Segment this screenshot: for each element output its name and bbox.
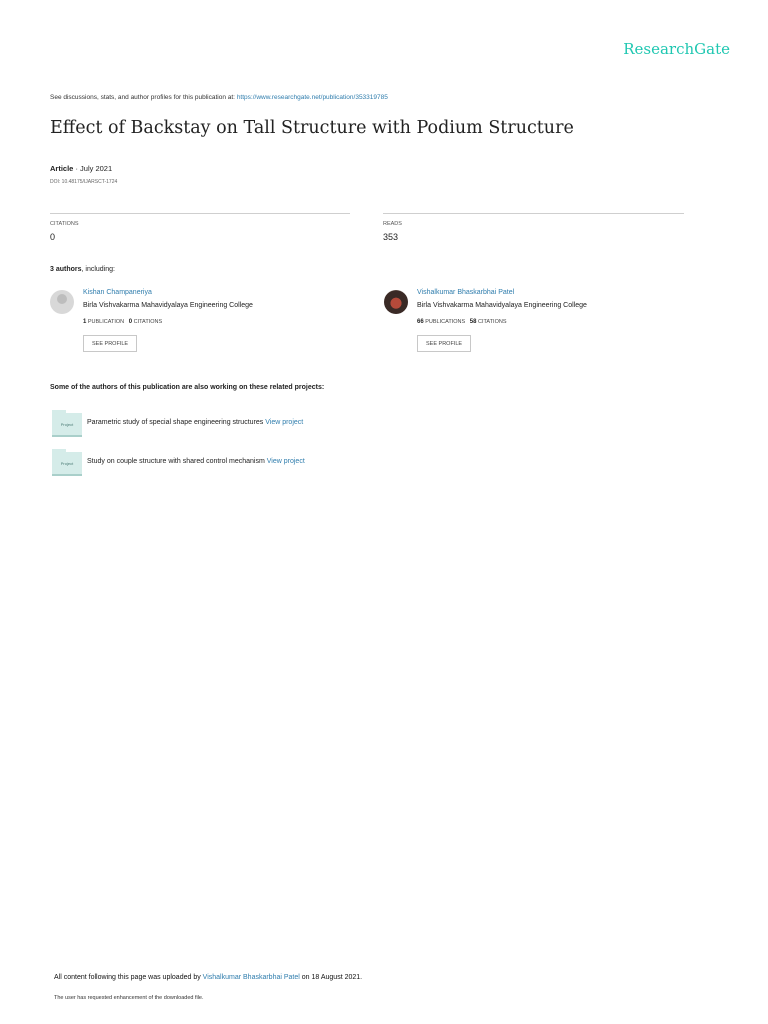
enhancement-note: The user has requested enhancement of the downloaded file.	[54, 995, 204, 1001]
article-meta	[50, 164, 112, 173]
divider-right	[383, 213, 684, 214]
citations-label: CITATIONS	[50, 221, 79, 227]
see-profile-button[interactable]: SEE PROFILE	[83, 335, 137, 352]
project-item	[87, 458, 305, 465]
project-icon-label: Project	[60, 422, 74, 427]
article-doi: DOI: 10.48175/IJARSCT-1724	[50, 179, 118, 185]
citation-label: CITATIONS	[133, 319, 163, 325]
project-title: Parametric study of special shape engineering structures	[87, 419, 264, 426]
uploader-link[interactable]: Vishalkumar Bhaskarbhai Patel	[202, 974, 300, 981]
reads-label: READS	[383, 221, 402, 227]
citation-count: 0	[128, 319, 133, 325]
author-affiliation: Birla Vishvakarma Mahavidyalaya Engineering College	[83, 302, 253, 309]
upload-suffix: on 18 August 2021.	[301, 974, 363, 981]
project-item	[87, 419, 303, 426]
researchgate-logo[interactable]: ResearchGate	[623, 40, 730, 58]
citation-label: CITATIONS	[477, 319, 507, 325]
publication-url-link[interactable]: https://www.researchgate.net/publication/353319785	[236, 94, 388, 101]
publication-label: PUBLICATIONS	[425, 319, 466, 325]
authors-header	[50, 266, 115, 273]
view-project-link[interactable]: View project	[266, 458, 305, 465]
see-profile-button[interactable]: SEE PROFILE	[417, 335, 471, 352]
divider-left	[50, 213, 350, 214]
discussion-line	[50, 94, 388, 101]
project-folder-icon[interactable]	[52, 452, 82, 476]
project-icon-label: Project	[60, 461, 74, 466]
avatar[interactable]	[384, 290, 408, 314]
discussion-text: See discussions, stats, and author profiles for this publication at:	[50, 94, 235, 101]
upload-prefix: All content following this page was uploaded by	[54, 974, 201, 981]
authors-count: 3 authors	[50, 266, 82, 273]
article-title: Effect of Backstay on Tall Structure with Podium Structure	[50, 118, 574, 138]
author-name-link[interactable]: Kishan Champaneriya	[83, 289, 152, 296]
article-type: Article	[50, 164, 74, 173]
avatar[interactable]	[50, 290, 74, 314]
author-affiliation: Birla Vishvakarma Mahavidyalaya Engineering College	[417, 302, 587, 309]
project-title: Study on couple structure with shared control mechanism	[87, 458, 265, 465]
view-project-link[interactable]: View project	[265, 419, 304, 426]
article-date: · July 2021	[75, 164, 113, 173]
author-stats	[83, 319, 162, 325]
upload-note	[54, 974, 362, 981]
citations-value: 0	[50, 232, 56, 242]
related-projects-header: Some of the authors of this publication are also working on these related projects:	[50, 384, 325, 391]
project-folder-icon[interactable]	[52, 413, 82, 437]
authors-suffix: , including:	[81, 266, 115, 273]
citation-count: 58	[469, 319, 477, 325]
publication-count: 66	[417, 319, 424, 325]
author-stats	[417, 319, 507, 325]
publication-label: PUBLICATION	[87, 319, 125, 325]
publication-count: 1	[83, 319, 87, 325]
author-name-link[interactable]: Vishalkumar Bhaskarbhai Patel	[417, 289, 515, 296]
reads-value: 353	[383, 232, 399, 242]
